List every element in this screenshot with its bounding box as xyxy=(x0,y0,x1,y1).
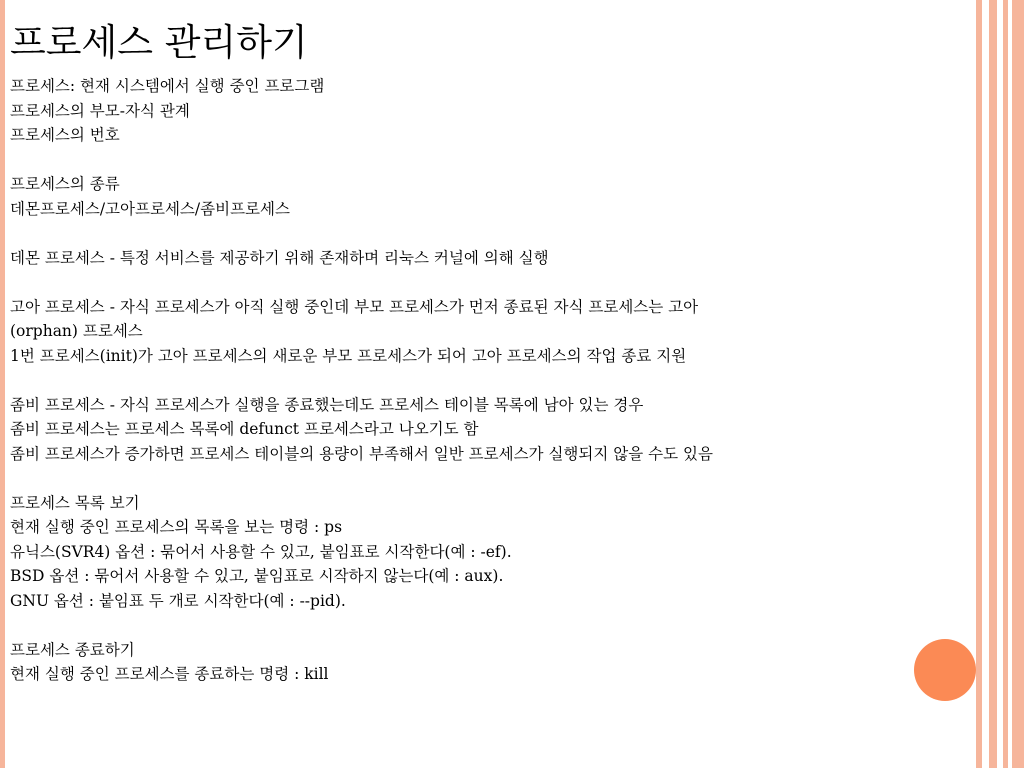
stripe xyxy=(976,0,982,768)
slide-body xyxy=(10,74,940,687)
body-line: 프로세스: 현재 시스템에서 실행 중인 프로그램 xyxy=(10,77,325,95)
stripe xyxy=(1003,0,1008,768)
body-line: 프로세스 목록 보기 xyxy=(10,493,140,512)
body-line: GNU 옵션 : 붙임표 두 개로 시작한다(예 : --pid). xyxy=(10,591,346,610)
body-line: 유닉스(SVR4) 옵션 : 묶어서 사용할 수 있고, 붙임표로 시작한다(예 : -ef). xyxy=(10,542,512,561)
body-line: 프로세스의 종류 xyxy=(10,175,120,193)
body-line: 좀비 프로세스가 증가하면 프로세스 테이블의 용량이 부족해서 일반 프로세스가 실행되지 않을 수도 있음 xyxy=(10,444,713,463)
blank-line xyxy=(10,613,940,638)
left-border-decoration xyxy=(0,0,5,768)
body-line: 1번 프로세스(init)가 고아 프로세스의 새로운 부모 프로세스가 되어 고아 프로세스의 작업 종료 지원 xyxy=(10,346,687,365)
blank-line xyxy=(10,368,940,393)
body-line: 프로세스 종료하기 xyxy=(10,640,135,659)
body-line: (orphan) 프로세스 xyxy=(10,322,143,340)
blank-line xyxy=(10,148,940,173)
blank-line xyxy=(10,270,940,295)
body-line: 좀비 프로세스는 프로세스 목록에 defunct 프로세스라고 나오기도 함 xyxy=(10,420,479,438)
body-line: 현재 실행 중인 프로세스를 종료하는 명령 : kill xyxy=(10,665,329,683)
right-stripes-decoration xyxy=(976,0,1024,768)
body-line: 고아 프로세스 - 자식 프로세스가 아직 실행 중인데 부모 프로세스가 먼저 종료된 자식 프로세스는 고아 xyxy=(10,297,699,316)
body-line: 데몬 프로세스 - 특정 서비스를 제공하기 위해 존재하며 리눅스 커널에 의해 실행 xyxy=(10,248,549,267)
blank-line xyxy=(10,221,940,246)
body-line: 프로세스의 번호 xyxy=(10,126,120,144)
body-line: 현재 실행 중인 프로세스의 목록을 보는 명령 : ps xyxy=(10,518,343,536)
body-line: 좀비 프로세스 - 자식 프로세스가 실행을 종료했는데도 프로세스 테이블 목록에 남아 있는 경우 xyxy=(10,395,644,414)
blank-line xyxy=(10,466,940,491)
body-line: BSD 옵션 : 묶어서 사용할 수 있고, 붙임표로 시작하지 않는다(예 : aux). xyxy=(10,567,504,585)
slide-title: 프로세스 관리하기 xyxy=(10,21,308,64)
body-line: 데몬프로세스/고아프로세스/좀비프로세스 xyxy=(10,199,290,218)
stripe xyxy=(989,0,997,768)
stripe xyxy=(1012,0,1024,768)
body-line: 프로세스의 부모-자식 관계 xyxy=(10,101,190,120)
